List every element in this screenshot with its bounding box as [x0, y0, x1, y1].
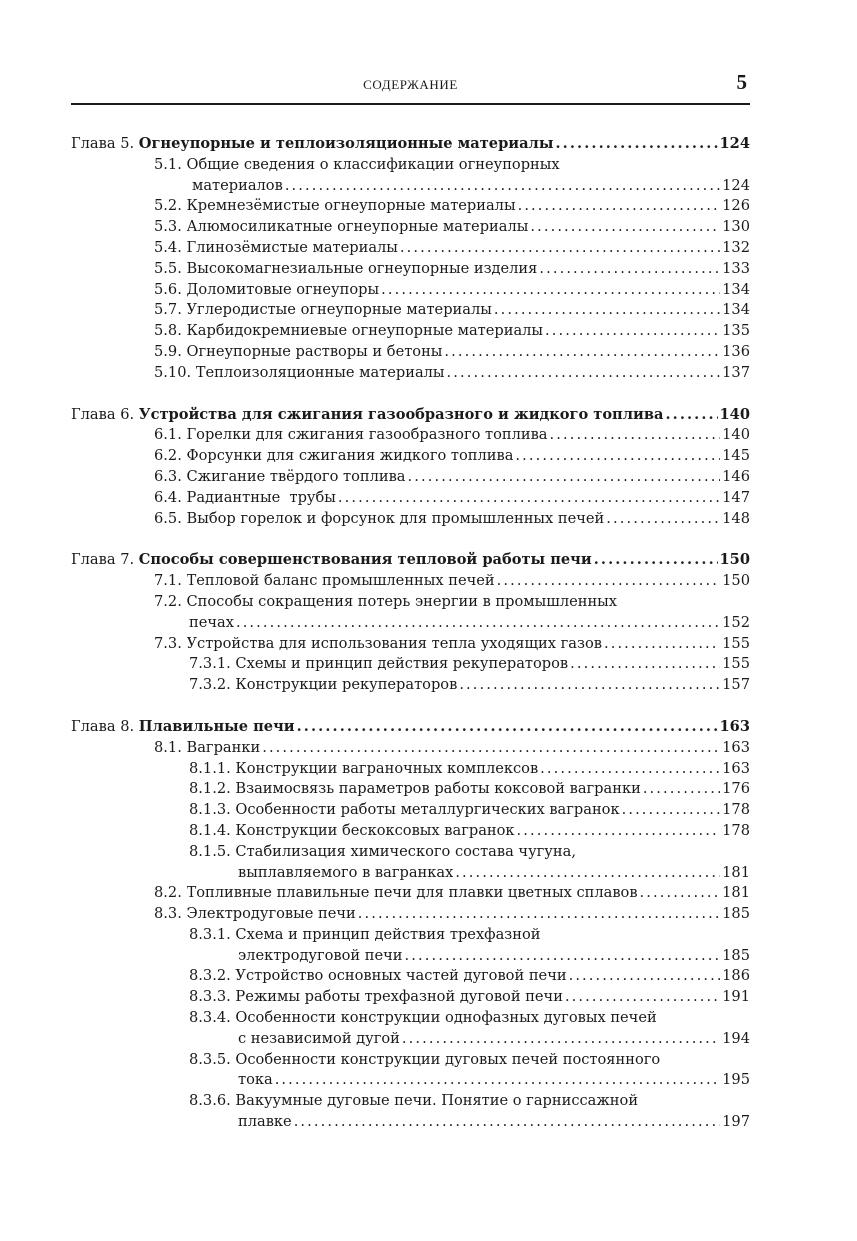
page-ref: 140	[722, 426, 750, 444]
toc-entry[interactable]	[71, 634, 750, 655]
running-header	[71, 66, 750, 102]
page-ref: 137	[722, 363, 750, 381]
toc-entry[interactable]	[71, 363, 750, 384]
page-ref: 181	[722, 884, 750, 902]
section-number: 5.9.	[154, 342, 182, 360]
page-ref: 155	[722, 655, 750, 673]
chapter-heading[interactable]	[71, 717, 750, 738]
toc-entry[interactable]	[71, 342, 750, 363]
section-number: 5.4.	[154, 238, 182, 256]
page-ref: 194	[722, 1029, 750, 1047]
leader-dots	[285, 176, 720, 197]
chapter-label: Глава 6.	[71, 405, 135, 423]
leader-dots	[381, 280, 720, 301]
toc-entry[interactable]	[71, 467, 750, 488]
subsection-title: Стабилизация химического состава чугуна,	[235, 842, 576, 860]
toc-subentry[interactable]	[71, 800, 750, 821]
toc-entry[interactable]	[71, 321, 750, 342]
chapter-8	[71, 717, 750, 1133]
toc-subentry-continuation[interactable]	[71, 1112, 750, 1133]
section-number: 6.3.	[154, 467, 182, 485]
section-title: Вагранки	[186, 738, 261, 756]
section-title: Глинозёмистые материалы	[186, 238, 398, 256]
page-ref: 126	[722, 197, 750, 215]
leader-dots	[622, 800, 721, 821]
page-ref: 132	[722, 238, 750, 256]
page-ref: 146	[722, 467, 750, 485]
toc-entry-continuation[interactable]	[71, 176, 750, 197]
leader-dots	[455, 863, 720, 884]
header-title: СОДЕРЖАНИЕ	[363, 77, 458, 92]
toc-subentry[interactable]	[71, 1091, 750, 1112]
leader-dots	[358, 904, 720, 925]
toc-subentry[interactable]	[71, 842, 750, 863]
section-number: 8.1.	[154, 738, 182, 756]
chapter-7	[71, 550, 750, 696]
section-title: Выбор горелок и форсунок для промышленных печей	[186, 509, 605, 527]
section-title: Алюмосиликатные огнеупорные материалы	[186, 218, 529, 236]
page-ref: 195	[722, 1071, 750, 1089]
chapter-heading[interactable]	[71, 550, 750, 571]
page-ref: 150	[719, 551, 750, 569]
leader-dots	[517, 821, 721, 842]
page-ref: 155	[722, 634, 750, 652]
subsection-number: 8.3.6.	[189, 1092, 231, 1110]
subsection-number: 8.3.3.	[189, 988, 231, 1006]
leader-dots	[408, 467, 721, 488]
chapter-title: Плавильные печи	[138, 717, 295, 735]
section-title: Электродуговые печи	[186, 905, 356, 923]
subsection-number: 8.3.4.	[189, 1009, 231, 1027]
toc-subentry-continuation[interactable]	[71, 946, 750, 967]
section-title: Высокомагнезиальные огнеупорные изделия	[186, 259, 538, 277]
page-ref: 133	[722, 259, 750, 277]
section-number: 5.8.	[154, 322, 182, 340]
chapter-heading[interactable]	[71, 405, 750, 426]
toc-subentry[interactable]	[71, 1050, 750, 1071]
section-title: Сжигание твёрдого топлива	[186, 467, 406, 485]
leader-dots	[236, 613, 720, 634]
subsection-number: 8.1.3.	[189, 801, 231, 819]
page-ref: 134	[722, 280, 750, 298]
page-ref: 186	[722, 967, 750, 985]
page-ref: 145	[722, 447, 750, 465]
page-ref: 178	[722, 801, 750, 819]
section-title: Карбидокремниевые огнеупорные материалы	[186, 322, 544, 340]
toc-entry[interactable]	[71, 217, 750, 238]
page-ref: 181	[722, 863, 750, 881]
section-number: 5.1.	[154, 155, 182, 173]
page-ref: 176	[722, 780, 750, 798]
leader-dots	[540, 759, 720, 780]
chapter-6	[71, 405, 750, 530]
subsection-number: 8.3.2.	[189, 967, 231, 985]
leader-dots	[515, 446, 720, 467]
toc-subentry-continuation[interactable]	[71, 1070, 750, 1091]
toc-subentry[interactable]	[71, 987, 750, 1008]
section-title: Теплоизоляционные материалы	[195, 363, 445, 381]
toc-entry[interactable]	[71, 488, 750, 509]
header-rule	[71, 103, 750, 105]
leader-dots	[497, 571, 721, 592]
section-number: 6.2.	[154, 447, 182, 465]
section-number: 5.10.	[154, 363, 192, 381]
page-ref: 140	[719, 405, 750, 423]
section-title: Топливные плавильные печи для плавки цветных сплавов	[186, 884, 638, 902]
leader-dots	[294, 1112, 720, 1133]
leader-dots	[550, 425, 721, 446]
section-number: 5.2.	[154, 197, 182, 215]
toc-entry[interactable]	[71, 196, 750, 217]
subsection-number: 8.1.5.	[189, 842, 231, 860]
toc-subentry[interactable]	[71, 779, 750, 800]
page-ref: 185	[722, 946, 750, 964]
leader-dots	[518, 196, 721, 217]
toc-entry[interactable]	[71, 155, 750, 176]
section-number: 5.6.	[154, 280, 182, 298]
toc-entry[interactable]	[71, 425, 750, 446]
page-ref: 163	[719, 717, 750, 735]
toc-entry[interactable]	[71, 238, 750, 259]
section-number: 6.5.	[154, 509, 182, 527]
leader-dots	[402, 1029, 720, 1050]
leader-dots	[297, 717, 718, 738]
section-title: Способы сокращения потерь энергии в промышленных	[186, 592, 618, 610]
section-title: Горелки для сжигания газообразного топлива	[186, 426, 548, 444]
page-ref: 124	[719, 135, 750, 152]
leader-dots	[539, 259, 720, 280]
page-ref: 152	[722, 613, 750, 631]
toc-subentry[interactable]	[71, 759, 750, 780]
toc-subentry[interactable]	[71, 1008, 750, 1029]
leader-dots	[275, 1070, 720, 1091]
page-ref: 157	[722, 676, 750, 694]
section-title: Радиантные трубы	[186, 488, 336, 506]
leader-dots	[604, 634, 720, 655]
subsection-title-cont: с независимой дугой	[238, 1029, 400, 1047]
toc-entry[interactable]	[71, 592, 750, 613]
section-title: Общие сведения о классификации огнеупорных	[186, 155, 560, 173]
subsection-title: Конструкции рекуператоров	[235, 676, 458, 694]
subsection-number: 8.3.1.	[189, 925, 231, 943]
subsection-title: Устройство основных частей дуговой печи	[235, 967, 567, 985]
chapter-title: Способы совершенствования тепловой работы печи	[138, 551, 592, 569]
subsection-title: Схема и принцип действия трехфазной	[235, 925, 541, 943]
leader-dots	[643, 779, 720, 800]
section-title: Устройства для использования тепла уходящих газов	[186, 634, 602, 652]
toc-entry[interactable]	[71, 280, 750, 301]
chapter-label: Глава 5.	[71, 135, 135, 152]
page-ref: 124	[722, 176, 750, 194]
chapter-label: Глава 8.	[71, 717, 135, 735]
subsection-number: 8.1.4.	[189, 821, 231, 839]
section-title: Форсунки для сжигания жидкого топлива	[186, 447, 514, 465]
chapter-title: Устройства для сжигания газообразного и жидкого топлива	[138, 405, 664, 423]
page-ref: 135	[722, 322, 750, 340]
subsection-title: Особенности работы металлургических вагранок	[235, 801, 620, 819]
section-number: 5.5.	[154, 259, 182, 277]
section-number: 5.3.	[154, 218, 182, 236]
toc-entry[interactable]	[71, 300, 750, 321]
subsection-title: Конструкции ваграночных комплексов	[235, 759, 539, 777]
toc-subentry-continuation[interactable]	[71, 1029, 750, 1050]
chapter-label: Глава 7.	[71, 551, 135, 569]
toc-subentry[interactable]	[71, 925, 750, 946]
section-title-cont: материалов	[192, 176, 283, 194]
section-number: 8.3.	[154, 905, 182, 923]
toc-entry[interactable]	[71, 446, 750, 467]
leader-dots	[594, 550, 718, 571]
toc-entry[interactable]	[71, 883, 750, 904]
subsection-title: Конструкции бескоксовых вагранок	[235, 821, 515, 839]
page-number: 5	[736, 70, 747, 94]
page-ref: 163	[722, 759, 750, 777]
section-number: 7.1.	[154, 572, 182, 590]
leader-dots	[565, 987, 720, 1008]
subsection-title: Взаимосвязь параметров работы коксовой вагранки	[235, 780, 641, 798]
section-number: 6.1.	[154, 426, 182, 444]
toc-subentry[interactable]	[71, 966, 750, 987]
section-number: 5.7.	[154, 301, 182, 319]
subsection-title-cont: электродуговой печи	[238, 946, 403, 964]
page-ref: 150	[722, 572, 750, 590]
subsection-number: 8.1.2.	[189, 780, 231, 798]
section-number: 6.4.	[154, 488, 182, 506]
toc-entry[interactable]	[71, 738, 750, 759]
page-ref: 130	[722, 218, 750, 236]
leader-dots	[459, 675, 720, 696]
toc-entry[interactable]	[71, 509, 750, 530]
subsection-title: Режимы работы трехфазной дуговой печи	[235, 988, 563, 1006]
subsection-number: 8.1.1.	[189, 759, 231, 777]
section-title: Углеродистые огнеупорные материалы	[186, 301, 492, 319]
page-ref: 136	[722, 342, 750, 360]
toc-entry[interactable]	[71, 571, 750, 592]
page-ref: 178	[722, 821, 750, 839]
section-number: 7.2.	[154, 592, 182, 610]
page-ref: 147	[722, 488, 750, 506]
page-ref: 148	[722, 509, 750, 527]
page-ref: 185	[722, 905, 750, 923]
subsection-title: Вакуумные дуговые печи. Понятие о гарниссажной	[235, 1092, 639, 1110]
page-ref: 163	[722, 738, 750, 756]
leader-dots	[444, 342, 720, 363]
leader-dots	[400, 238, 720, 259]
table-of-contents	[71, 134, 750, 1154]
leader-dots	[405, 946, 721, 967]
subsection-number: 8.3.5.	[189, 1050, 231, 1068]
toc-subentry-continuation[interactable]	[71, 863, 750, 884]
toc-subentry[interactable]	[71, 675, 750, 696]
leader-dots	[530, 217, 720, 238]
page-ref: 134	[722, 301, 750, 319]
subsection-title-cont: выплавляемого в вагранках	[238, 863, 454, 881]
chapter-title: Огнеупорные и теплоизоляционные материалы	[138, 135, 554, 152]
subsection-number: 7.3.2.	[189, 676, 231, 694]
leader-dots	[262, 738, 720, 759]
subsection-number: 7.3.1.	[189, 655, 231, 673]
section-number: 7.3.	[154, 634, 182, 652]
leader-dots	[494, 300, 720, 321]
subsection-title: Особенности конструкции дуговых печей постоянного	[235, 1050, 661, 1068]
section-title: Доломитовые огнеупоры	[186, 280, 380, 298]
page-ref: 191	[722, 988, 750, 1006]
chapter-heading[interactable]	[71, 134, 750, 155]
page-ref: 197	[722, 1113, 750, 1131]
toc-entry-continuation[interactable]	[71, 613, 750, 634]
toc-subentry[interactable]	[71, 654, 750, 675]
section-title: Огнеупорные растворы и бетоны	[186, 342, 443, 360]
subsection-title-cont: плавке	[238, 1113, 292, 1131]
subsection-title: Схемы и принцип действия рекуператоров	[235, 655, 569, 673]
subsection-title: Особенности конструкции однофазных дуговых печей	[235, 1009, 657, 1027]
section-title-cont: печах	[189, 613, 234, 631]
leader-dots	[447, 363, 721, 384]
chapter-5	[71, 134, 750, 384]
section-number: 8.2.	[154, 884, 182, 902]
subsection-title-cont: тока	[238, 1071, 273, 1089]
leader-dots	[545, 321, 720, 342]
toc-entry[interactable]	[71, 259, 750, 280]
section-title: Тепловой баланс промышленных печей	[186, 572, 495, 590]
leader-dots	[569, 966, 721, 987]
leader-dots	[640, 883, 721, 904]
toc-entry[interactable]	[71, 904, 750, 925]
section-title: Кремнезёмистые огнеупорные материалы	[186, 197, 516, 215]
leader-dots	[606, 509, 720, 530]
leader-dots	[338, 488, 720, 509]
toc-subentry[interactable]	[71, 821, 750, 842]
leader-dots	[665, 405, 717, 426]
leader-dots	[570, 654, 720, 675]
leader-dots	[555, 134, 717, 155]
